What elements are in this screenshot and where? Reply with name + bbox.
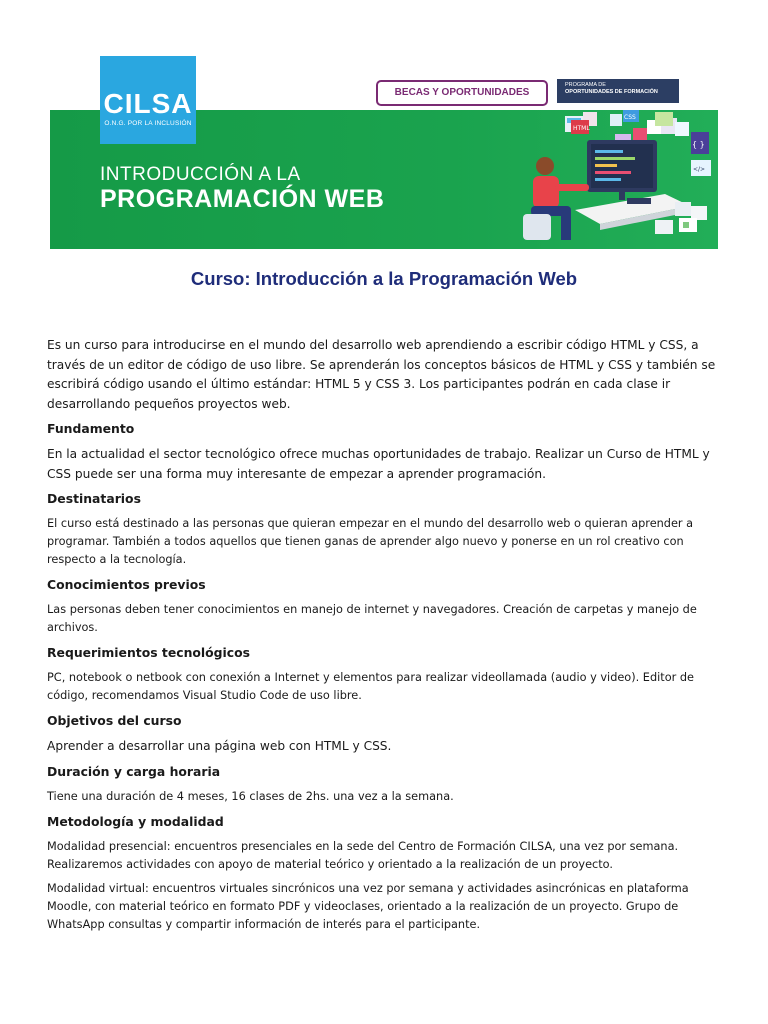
objetivos-heading: Objetivos del curso xyxy=(47,713,182,728)
fundamento-heading: Fundamento xyxy=(47,421,135,436)
objetivos-text: Aprender a desarrollar una página web con HTML y CSS. xyxy=(47,739,392,753)
fundamento-text: En la actualidad el sector tecnológico ofrece muchas oportunidades de trabajo. Realizar un Curso de HTML y CSS puede ser una forma muy interesante de empezar a aprender programación. xyxy=(47,447,710,481)
banner-heading-line1: INTRODUCCIÓN A LA xyxy=(100,164,301,185)
becas-badge: BECAS Y OPORTUNIDADES xyxy=(376,80,548,106)
destinatarios-text: El curso está destinado a las personas que quieran empezar en el mundo del desarrollo web o quieran aprender a programar. También a todos aquellos que tienen ganas de aprender algo nuevo y ponerse en un rol creativo con respecto a la tecnología. xyxy=(47,517,694,566)
conocimientos-heading: Conocimientos previos xyxy=(47,577,206,592)
conocimientos-text: Las personas deben tener conocimientos en manejo de internet y navegadores. Creación de carpetas y manejo de archivos. xyxy=(47,603,697,634)
requerimientos-heading: Requerimientos tecnológicos xyxy=(47,645,251,660)
document-title: Curso: Introducción a la Programación Web xyxy=(190,268,578,289)
code-tag-text: </> xyxy=(693,166,706,173)
modalidad-virtual-text: Modalidad virtual: encuentros virtuales sincrónicos una vez por semana y actividades asincrónicas en plataforma Moodle, con material teórico en formato PDF y videoclases, orientado a la realización de un proyecto. Grupo de WhatsApp consultas y compartir información de interés para el participante. xyxy=(47,881,689,931)
logo-name: CILSA xyxy=(103,88,193,119)
programa-line1: PROGRAMA DE xyxy=(565,82,606,88)
metodologia-heading: Metodología y modalidad xyxy=(47,813,224,829)
banner-heading-line2: PROGRAMACIÓN WEB xyxy=(100,185,385,213)
duracion-heading: Duración y carga horaria xyxy=(47,763,221,779)
braces-tag-text: { } xyxy=(692,140,705,149)
modalidad-presencial-text: Modalidad presencial: encuentros presenciales en la sede del Centro de Formación CILSA, una vez por semana. Realizaremos actividades con apoyo de material teórico y orientado a la realización de un proyecto. xyxy=(47,839,679,871)
logo-tagline: O.N.G. POR LA INCLUSIÓN xyxy=(104,120,192,127)
document-body xyxy=(47,336,723,940)
cilsa-logo xyxy=(100,56,196,144)
css-tag-text: CSS xyxy=(624,114,636,121)
programa-badge xyxy=(557,79,679,103)
html-tag-text: HTML xyxy=(573,125,590,132)
duracion-text: Tiene una duración de 4 meses, 16 clases de 2hs. una vez a la semana. xyxy=(47,789,454,803)
programa-line2: OPORTUNIDADES DE FORMACIÓN xyxy=(565,89,658,95)
destinatarios-heading: Destinatarios xyxy=(47,491,141,506)
intro-paragraph: Es un curso para introducirse en el mundo del desarrollo web aprendiendo a escribir código HTML y CSS, a través de un editor de código de uso libre. Se aprenderán los conceptos básicos de HTML y CSS y también se escribirá código usando el último estándar: HTML 5 y CSS 3. Los participantes podrán en cada clase ir desarrollando pequeños proyectos web. xyxy=(47,338,716,411)
person-icon xyxy=(536,157,554,175)
developer-illustration xyxy=(515,110,718,249)
requerimientos-text: PC, notebook o netbook con conexión a Internet y elementos para realizar videollamada (audio y video). Editor de código, recomendamos Visual Studio Code de uso libre. xyxy=(47,671,694,702)
